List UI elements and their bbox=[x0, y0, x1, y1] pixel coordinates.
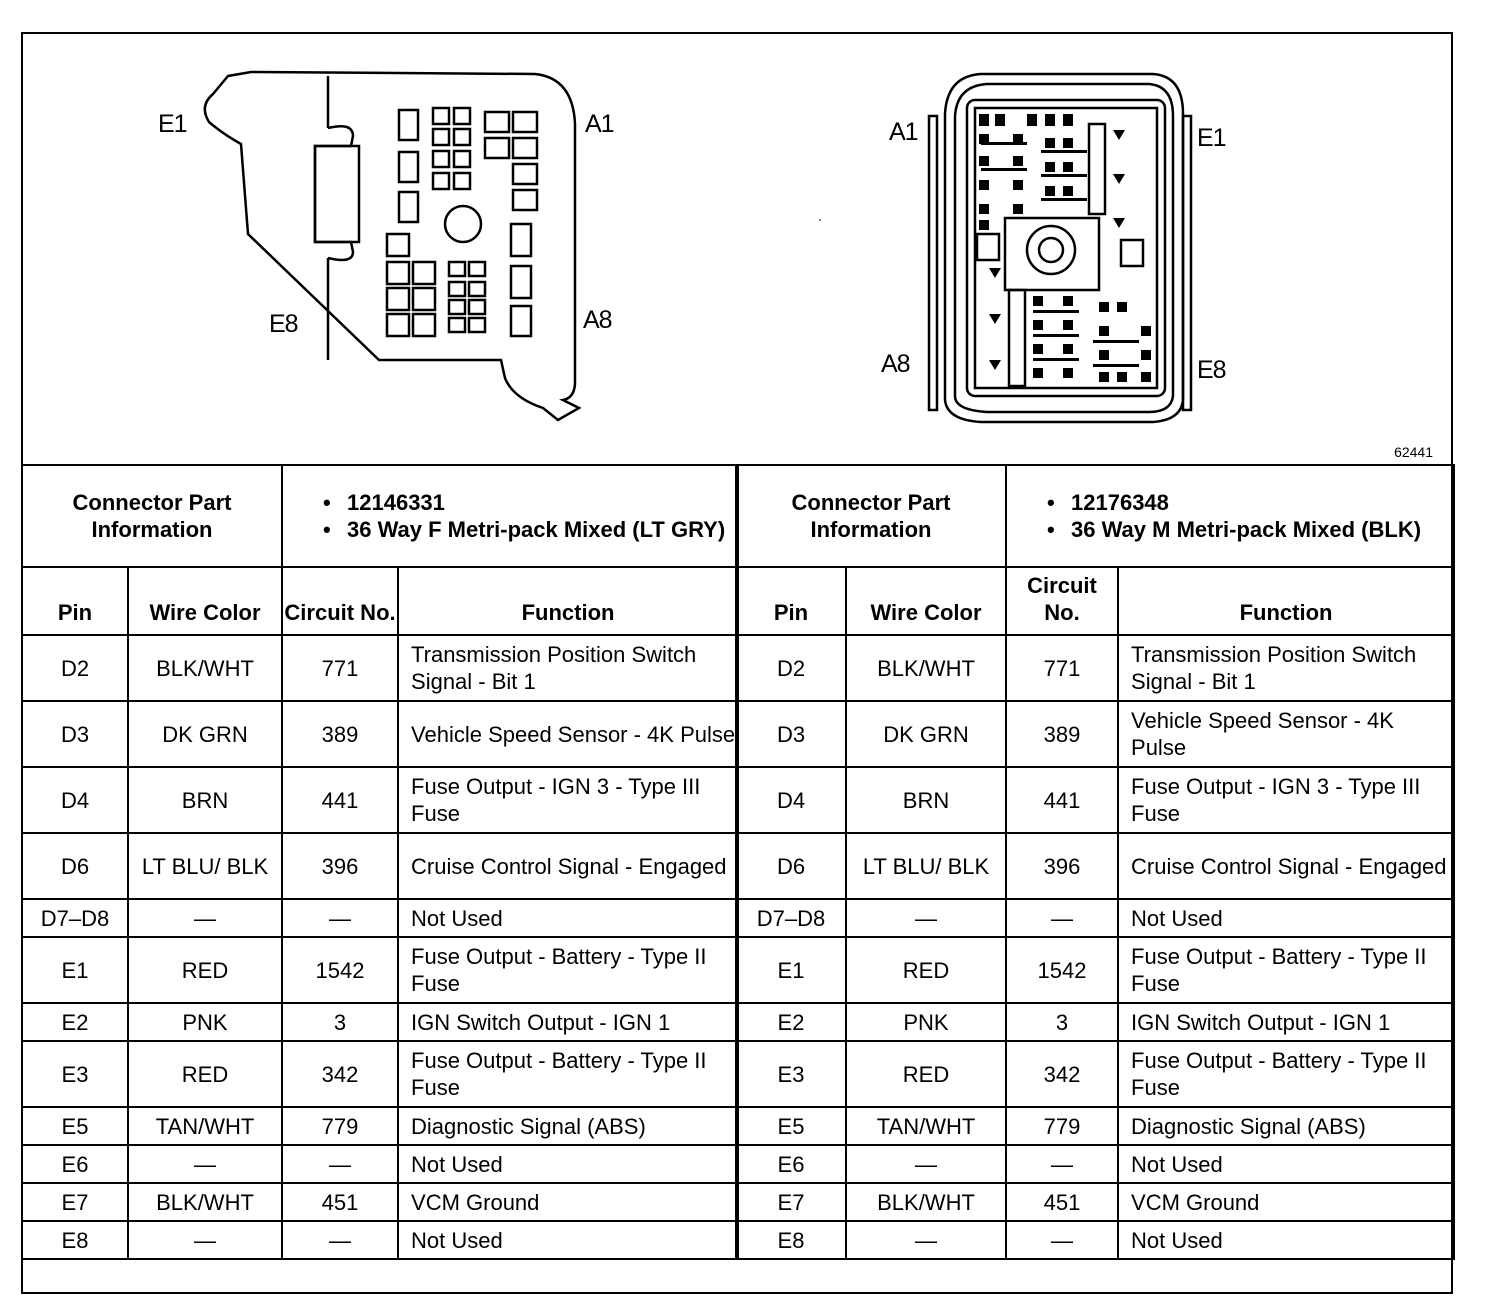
left-callout-e1: E1 bbox=[158, 110, 187, 138]
function-cell: VCM Ground bbox=[1118, 1183, 1454, 1221]
table-row bbox=[22, 1221, 738, 1259]
wire-color-cell: BLK/WHT bbox=[846, 1183, 1006, 1221]
wire-color-cell: PNK bbox=[846, 1003, 1006, 1041]
header-row bbox=[736, 567, 1454, 635]
wire-color-cell: — bbox=[846, 1221, 1006, 1259]
circuit-cell: 771 bbox=[282, 635, 398, 701]
table-row bbox=[22, 1107, 738, 1145]
wire-color-cell: BRN bbox=[128, 767, 282, 833]
table-row bbox=[736, 1221, 1454, 1259]
pin-cell: E7 bbox=[736, 1183, 846, 1221]
wire-color-cell: RED bbox=[128, 1041, 282, 1107]
table-row bbox=[736, 833, 1454, 899]
function-cell: Fuse Output - Battery - Type II Fuse bbox=[398, 1041, 738, 1107]
function-cell: Not Used bbox=[398, 899, 738, 937]
pin-cell: D6 bbox=[22, 833, 128, 899]
function-cell: Diagnostic Signal (ABS) bbox=[1118, 1107, 1454, 1145]
pin-cell: E1 bbox=[736, 937, 846, 1003]
left-connector-drawing bbox=[205, 72, 579, 420]
circuit-cell: 342 bbox=[1006, 1041, 1118, 1107]
function-cell: Cruise Control Signal - Engaged bbox=[1118, 833, 1454, 899]
pin-cell: E2 bbox=[736, 1003, 846, 1041]
part-number: • 12146331 bbox=[323, 489, 737, 516]
table-row bbox=[736, 1183, 1454, 1221]
circuit-cell: 451 bbox=[282, 1183, 398, 1221]
part-info-values bbox=[1006, 465, 1454, 567]
table-row bbox=[736, 1041, 1454, 1107]
function-cell: Fuse Output - IGN 3 - Type III Fuse bbox=[398, 767, 738, 833]
pin-cell: D2 bbox=[22, 635, 128, 701]
part-info-label: Connector Part Information bbox=[736, 465, 1006, 567]
function-cell: Not Used bbox=[1118, 899, 1454, 937]
table-body-left bbox=[22, 635, 738, 1259]
pin-cell: D2 bbox=[736, 635, 846, 701]
pin-cell: E3 bbox=[22, 1041, 128, 1107]
figure-id: 62441 bbox=[1394, 444, 1433, 460]
table-row bbox=[22, 701, 738, 767]
function-cell: Transmission Position Switch Signal - Bit 1 bbox=[1118, 635, 1454, 701]
header-pin: Pin bbox=[736, 567, 846, 635]
function-cell: Vehicle Speed Sensor - 4K Pulse bbox=[1118, 701, 1454, 767]
table-row bbox=[736, 635, 1454, 701]
header-row bbox=[22, 567, 738, 635]
circuit-cell: 3 bbox=[1006, 1003, 1118, 1041]
circuit-cell: 779 bbox=[1006, 1107, 1118, 1145]
circuit-cell: 389 bbox=[282, 701, 398, 767]
right-callout-a1: A1 bbox=[889, 118, 918, 146]
function-cell: Diagnostic Signal (ABS) bbox=[398, 1107, 738, 1145]
connector-figure bbox=[23, 34, 1451, 462]
function-cell: IGN Switch Output - IGN 1 bbox=[1118, 1003, 1454, 1041]
circuit-cell: — bbox=[1006, 1221, 1118, 1259]
circuit-cell: 779 bbox=[282, 1107, 398, 1145]
connector-table-right bbox=[735, 464, 1455, 1260]
header-wire-color: Wire Color bbox=[128, 567, 282, 635]
table-body-right bbox=[736, 635, 1454, 1259]
pin-cell: E3 bbox=[736, 1041, 846, 1107]
part-info-label: Connector Part Information bbox=[22, 465, 282, 567]
function-cell: Fuse Output - Battery - Type II Fuse bbox=[1118, 1041, 1454, 1107]
table-row bbox=[22, 1145, 738, 1183]
wire-color-cell: BLK/WHT bbox=[846, 635, 1006, 701]
table-row bbox=[22, 1003, 738, 1041]
pin-cell: D3 bbox=[22, 701, 128, 767]
function-cell: Fuse Output - Battery - Type II Fuse bbox=[398, 937, 738, 1003]
header-function: Function bbox=[1118, 567, 1454, 635]
wire-color-cell: BLK/WHT bbox=[128, 635, 282, 701]
wire-color-cell: — bbox=[128, 1145, 282, 1183]
circuit-cell: 396 bbox=[1006, 833, 1118, 899]
table-row bbox=[22, 1041, 738, 1107]
table-row bbox=[22, 1183, 738, 1221]
pin-cell: E5 bbox=[22, 1107, 128, 1145]
table-row bbox=[22, 635, 738, 701]
connector-table-left bbox=[21, 464, 739, 1260]
circuit-cell: 389 bbox=[1006, 701, 1118, 767]
table-row bbox=[22, 899, 738, 937]
pin-cell: D7–D8 bbox=[736, 899, 846, 937]
table-row bbox=[22, 833, 738, 899]
circuit-cell: — bbox=[282, 1221, 398, 1259]
circuit-cell: 441 bbox=[1006, 767, 1118, 833]
function-cell: Fuse Output - Battery - Type II Fuse bbox=[1118, 937, 1454, 1003]
right-callout-a8: A8 bbox=[881, 350, 910, 378]
function-cell: Fuse Output - IGN 3 - Type III Fuse bbox=[1118, 767, 1454, 833]
circuit-cell: — bbox=[1006, 899, 1118, 937]
table-row bbox=[22, 767, 738, 833]
pin-cell: E8 bbox=[736, 1221, 846, 1259]
wire-color-cell: BLK/WHT bbox=[128, 1183, 282, 1221]
right-connector-drawing bbox=[929, 74, 1191, 422]
part-number: • 12176348 bbox=[1047, 489, 1453, 516]
wire-color-cell: — bbox=[846, 1145, 1006, 1183]
table-row bbox=[736, 937, 1454, 1003]
function-cell: Not Used bbox=[1118, 1221, 1454, 1259]
pin-cell: D7–D8 bbox=[22, 899, 128, 937]
pin-cell: E1 bbox=[22, 937, 128, 1003]
part-description: • 36 Way F Metri-pack Mixed (LT GRY) bbox=[323, 516, 737, 543]
left-callout-a8: A8 bbox=[583, 306, 612, 334]
left-callout-e8: E8 bbox=[269, 310, 298, 338]
circuit-cell: 441 bbox=[282, 767, 398, 833]
function-cell: Not Used bbox=[398, 1221, 738, 1259]
wire-color-cell: LT BLU/ BLK bbox=[128, 833, 282, 899]
function-cell: Vehicle Speed Sensor - 4K Pulse bbox=[398, 701, 738, 767]
connector-drawings bbox=[23, 34, 1451, 462]
circuit-cell: 1542 bbox=[282, 937, 398, 1003]
circuit-cell: — bbox=[282, 1145, 398, 1183]
pin-cell: D3 bbox=[736, 701, 846, 767]
pin-cell: D6 bbox=[736, 833, 846, 899]
table-row bbox=[736, 1003, 1454, 1041]
table-row bbox=[736, 1107, 1454, 1145]
circuit-cell: 396 bbox=[282, 833, 398, 899]
wire-color-cell: PNK bbox=[128, 1003, 282, 1041]
header-function: Function bbox=[398, 567, 738, 635]
circuit-cell: 3 bbox=[282, 1003, 398, 1041]
right-callout-e8: E8 bbox=[1197, 356, 1226, 384]
wire-color-cell: TAN/WHT bbox=[846, 1107, 1006, 1145]
pin-cell: D4 bbox=[736, 767, 846, 833]
wire-color-cell: DK GRN bbox=[846, 701, 1006, 767]
wire-color-cell: — bbox=[128, 899, 282, 937]
function-cell: Cruise Control Signal - Engaged bbox=[398, 833, 738, 899]
document-frame bbox=[21, 32, 1453, 1294]
part-info-row bbox=[736, 465, 1454, 567]
circuit-cell: 451 bbox=[1006, 1183, 1118, 1221]
wire-color-cell: LT BLU/ BLK bbox=[846, 833, 1006, 899]
part-info-row bbox=[22, 465, 738, 567]
wire-color-cell: — bbox=[128, 1221, 282, 1259]
pin-cell: D4 bbox=[22, 767, 128, 833]
circuit-cell: 1542 bbox=[1006, 937, 1118, 1003]
pin-cell: E8 bbox=[22, 1221, 128, 1259]
part-description: • 36 Way M Metri-pack Mixed (BLK) bbox=[1047, 516, 1453, 543]
function-cell: Transmission Position Switch Signal - Bit 1 bbox=[398, 635, 738, 701]
function-cell: IGN Switch Output - IGN 1 bbox=[398, 1003, 738, 1041]
table-row bbox=[736, 767, 1454, 833]
header-wire-color: Wire Color bbox=[846, 567, 1006, 635]
right-callout-e1: E1 bbox=[1197, 124, 1226, 152]
table-row bbox=[736, 899, 1454, 937]
header-pin: Pin bbox=[22, 567, 128, 635]
pin-cell: E5 bbox=[736, 1107, 846, 1145]
function-cell: Not Used bbox=[398, 1145, 738, 1183]
header-circuit: Circuit No. bbox=[1006, 567, 1118, 635]
header-circuit: Circuit No. bbox=[282, 567, 398, 635]
part-info-values bbox=[282, 465, 738, 567]
circuit-cell: 771 bbox=[1006, 635, 1118, 701]
wire-color-cell: RED bbox=[846, 1041, 1006, 1107]
function-cell: VCM Ground bbox=[398, 1183, 738, 1221]
circuit-cell: — bbox=[1006, 1145, 1118, 1183]
wire-color-cell: RED bbox=[846, 937, 1006, 1003]
wire-color-cell: — bbox=[846, 899, 1006, 937]
left-callout-a1: A1 bbox=[585, 110, 614, 138]
wire-color-cell: TAN/WHT bbox=[128, 1107, 282, 1145]
function-cell: Not Used bbox=[1118, 1145, 1454, 1183]
table-row bbox=[22, 937, 738, 1003]
circuit-cell: — bbox=[282, 899, 398, 937]
table-row bbox=[736, 701, 1454, 767]
wire-color-cell: BRN bbox=[846, 767, 1006, 833]
pin-cell: E7 bbox=[22, 1183, 128, 1221]
pin-cell: E6 bbox=[22, 1145, 128, 1183]
wire-color-cell: RED bbox=[128, 937, 282, 1003]
pin-cell: E6 bbox=[736, 1145, 846, 1183]
table-row bbox=[736, 1145, 1454, 1183]
wire-color-cell: DK GRN bbox=[128, 701, 282, 767]
circuit-cell: 342 bbox=[282, 1041, 398, 1107]
pin-cell: E2 bbox=[22, 1003, 128, 1041]
